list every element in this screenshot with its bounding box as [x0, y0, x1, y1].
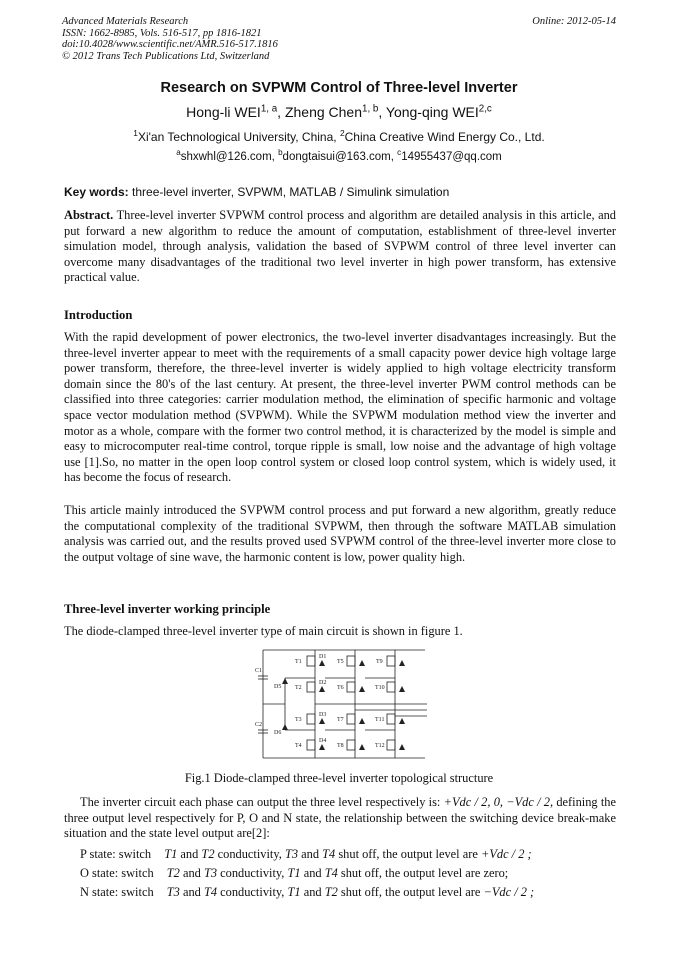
affil-sup: 1 — [133, 128, 138, 138]
cap-label: C1 — [255, 668, 263, 674]
diode-label: D1 — [319, 654, 327, 660]
switch-label: T12 — [375, 743, 385, 749]
switch-ref: T1 — [287, 866, 301, 880]
state-output: shut off, the output level are — [338, 847, 478, 861]
email-line — [0, 148, 678, 163]
intro-heading: Introduction — [64, 308, 133, 322]
intro-paragraph-2: This article mainly introduced the SVPWM control process and put forward a new algorithm, greatly reduce the computational complexity of the traditional SVPWM, then through the software MATLAB simulation analysis was carried out, and the results proved used SVPWM control of the three-level inverter more close to the output voltage of sine wave, the harmonic content is low, power quality high. — [64, 503, 616, 564]
email-sup: b — [278, 148, 283, 158]
principle-paragraph-1: The diode-clamped three-level inverter type of main circuit is shown in figure 1. — [64, 624, 463, 638]
keywords-label: Key words: — [64, 185, 129, 199]
switch-ref: T4 — [324, 866, 338, 880]
state-output: shut off, the output level are zero; — [340, 866, 509, 880]
switch-ref: T4 — [322, 847, 336, 861]
keywords-text: three-level inverter, SVPWM, MATLAB / Simulink simulation — [132, 185, 450, 199]
switch-label: T10 — [375, 685, 385, 691]
state-label: P state: switch — [80, 847, 152, 861]
abstract-label: Abstract. — [64, 208, 114, 222]
switch-label: T2 — [295, 685, 302, 691]
journal-name: Advanced Materials Research — [62, 16, 189, 27]
issn: ISSN: 1662-8985, Vols. 516-517, pp 1816-1821 — [62, 27, 262, 39]
switch-ref: T1 — [164, 847, 178, 861]
switch-ref: T3 — [166, 885, 180, 899]
state-row-o: O state: switch T2 and T3 conductivity, T1 and T4 shut off, the output level are zero; — [80, 866, 509, 880]
author-sup: 1, b — [362, 103, 379, 115]
copyright: © 2012 Trans Tech Publications Ltd, Switzerland — [62, 50, 270, 62]
diode-label: D2 — [319, 680, 327, 686]
author-sup: 2,c — [478, 103, 492, 115]
diode-label: D3 — [319, 712, 327, 718]
state-label: N state: switch — [80, 885, 154, 899]
state-label: O state: switch — [80, 866, 154, 880]
switch-ref: T1 — [287, 885, 301, 899]
switch-ref: T3 — [203, 866, 218, 880]
levels-definition: defining the three output level respectively for P, O and N state, the relationship between the switching device break-make situation and the state level output are[2]: — [64, 795, 616, 841]
switch-ref: T4 — [203, 885, 218, 899]
switch-label: T6 — [337, 685, 344, 691]
email[interactable]: dongtaisui@163.com, — [282, 151, 394, 163]
affiliation: China Creative Wind Energy Co., Ltd. — [344, 130, 545, 144]
author-name: Yong-qing WEI — [385, 104, 479, 120]
state-mid: conductivity, — [217, 847, 282, 861]
switch-label: T3 — [295, 717, 302, 723]
switch-ref: T2 — [324, 885, 338, 899]
keywords — [64, 185, 616, 199]
affil-sup: 2 — [339, 128, 345, 138]
switch-label: T9 — [376, 659, 383, 665]
online-date: Online: 2012-05-14 — [532, 16, 616, 27]
state-row-p: P state: switch T1 and T2 conductivity, T3 and T4 shut off, the output level are +Vdc / 2 ; — [80, 847, 532, 861]
diode-label: D4 — [319, 738, 327, 744]
switch-label: T5 — [337, 659, 344, 665]
levels-intro: The inverter circuit each phase can output the three level respectively is: — [80, 795, 441, 809]
switch-ref: T2 — [166, 866, 180, 880]
switch-label: T11 — [375, 717, 385, 723]
affiliation: Xi'an Technological University, China, — [137, 130, 337, 144]
doi: doi:10.4028/www.scientific.net/AMR.516-517.1816 — [62, 39, 278, 50]
state-output: shut off, the output level are — [340, 885, 481, 899]
email[interactable]: 14955437@qq.com — [401, 151, 502, 163]
author-name: Zheng Chen — [284, 104, 363, 120]
state-mid: conductivity, — [220, 885, 285, 899]
switch-label: T8 — [337, 743, 344, 749]
state-level: −Vdc / 2 ; — [483, 885, 535, 899]
principle-heading: Three-level inverter working principle — [64, 602, 271, 616]
abstract-text: Three-level inverter SVPWM control process and algorithm are detailed analysis in this article, and put forward a new algorithm to reduce the amount of computation, establishment of three-level inverter simulation model, through analysis, validation the based of SVPWM control of three level inverter can overcome many disadvantages of the traditional two level inverter in high power transform, has extensive practical value. — [64, 208, 616, 285]
email-sup: a — [176, 148, 181, 158]
author-line: Hong-li WEI$^{1, a}$, Zheng Chen$^{1, b}$, Yong-qing WEI$^{2,c}$ — [186, 103, 492, 120]
cap-label: C2 — [255, 722, 263, 728]
switch-label: T1 — [295, 659, 302, 665]
principle-paragraph-2 — [64, 795, 616, 842]
switch-ref: T2 — [201, 847, 215, 861]
affiliation-line — [0, 130, 678, 144]
switch-label: T4 — [295, 743, 302, 749]
email[interactable]: shxwhl@126.com, — [180, 151, 275, 163]
author-sup: 1, a — [260, 103, 278, 115]
state-row-n: N state: switch T3 and T4 conductivity, T1 and T2 shut off, the output level are −Vdc / 2 ; — [80, 885, 535, 899]
levels-values: +Vdc / 2, 0, −Vdc / 2, — [443, 795, 554, 809]
diode-label: D6 — [274, 730, 282, 736]
state-mid: conductivity, — [220, 866, 285, 880]
email-sup: c — [397, 148, 402, 158]
journal-header — [62, 16, 278, 62]
abstract — [64, 208, 616, 286]
figure-caption: Fig.1 Diode-clamped three-level inverter topological structure — [184, 771, 494, 785]
paper-title: Research on SVPWM Control of Three-level Inverter — [160, 80, 518, 96]
inverter-circuit-figure — [255, 648, 433, 760]
diode-label: D5 — [274, 684, 282, 690]
switch-label: T7 — [337, 717, 344, 723]
author-name: Hong-li WEI — [186, 104, 261, 120]
switch-ref: T3 — [284, 847, 299, 861]
state-level: +Vdc / 2 ; — [480, 847, 532, 861]
intro-paragraph-1: With the rapid development of power electronics, the two-level inverter disadvantages increasingly. But the three-level inverter appear to meet with the requirements of a small capacity power device high voltage large power transform, therefore, the three-level inverter is widely applied to high voltage electricity transform domain since the 80's of the last century. At present, the three-level inverter PWM control methods can be classified into three categories: carrier modulation method, the elimination of specific harmonic and voltage space vector modulation method (SVPWM). While the SVPWM modulation method view the inverter and motor as a whole, compare with the former two control method, it is characterized by the model is simple and easy to microcomputer real-time control, torque ripple is small, low noise and the advantage of high voltage use [1].So, no matter in the open loop control system or closed loop control system, which is widely used, it has become the focus of research. — [64, 330, 616, 485]
